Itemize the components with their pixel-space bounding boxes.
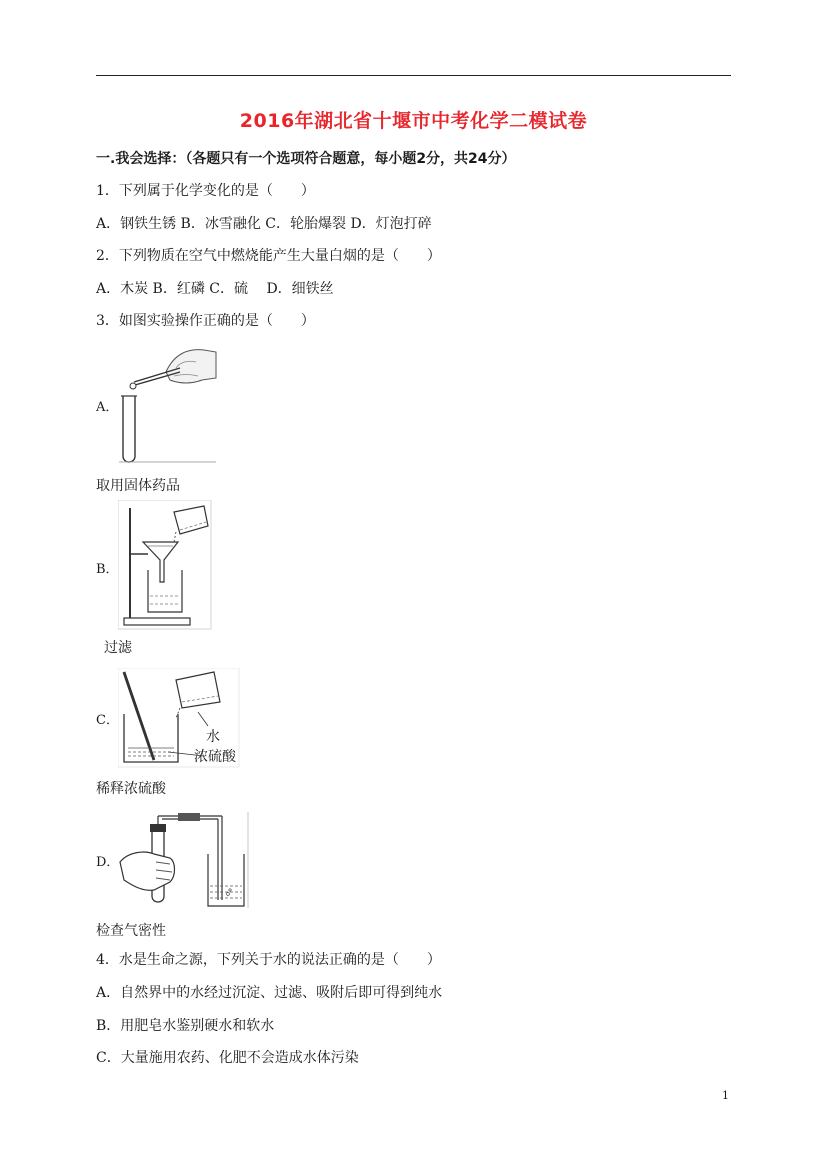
test-tube-tweezers-figure: [118, 344, 218, 464]
question-2-stem: 2．下列物质在空气中燃烧能产生大量白烟的是（ ）: [96, 248, 441, 264]
question-2-options: A．木炭 B．红磷 C．硫 D．细铁丝: [96, 281, 334, 297]
question-4-stem: 4．水是生命之源，下列关于水的说法正确的是（ ）: [96, 952, 441, 968]
page-title: 2016年湖北省十堰市中考化学二模试卷: [239, 110, 588, 132]
water-label: 水: [206, 729, 220, 745]
option-c-caption: 稀释浓硫酸: [96, 781, 166, 797]
option-b-caption: 过滤: [104, 640, 132, 656]
option-d-label: D．: [96, 855, 120, 870]
header-rule: [96, 75, 731, 76]
option-c-label: C．: [96, 713, 119, 728]
option-b-label: B．: [96, 562, 119, 577]
section-heading: 一.我会选择：（各题只有一个选项符合题意，每小题2分，共24分）: [96, 151, 516, 167]
question-4-option-c: C．大量施用农药、化肥不会造成水体污染: [96, 1050, 359, 1066]
conc-sulfuric-acid-label: 浓硫酸: [194, 749, 236, 765]
question-1-options: A．钢铁生锈 B．冰雪融化 C．轮胎爆裂 D．灯泡打碎: [96, 216, 432, 232]
option-a-caption: 取用固体药品: [96, 478, 180, 494]
question-3-stem: 3．如图实验操作正确的是（ ）: [96, 313, 315, 329]
question-4-option-a: A．自然界中的水经过沉淀、过滤、吸附后即可得到纯水: [96, 985, 443, 1001]
airtightness-check-figure: [118, 810, 250, 910]
option-d-caption: 检查气密性: [96, 923, 166, 939]
question-1-stem: 1．下列属于化学变化的是（ ）: [96, 183, 315, 199]
page-number: 1: [722, 1089, 729, 1102]
question-4-option-b: B．用肥皂水鉴别硬水和软水: [96, 1018, 275, 1034]
filtration-apparatus-figure: [118, 500, 212, 630]
option-a-label: A．: [96, 400, 119, 415]
